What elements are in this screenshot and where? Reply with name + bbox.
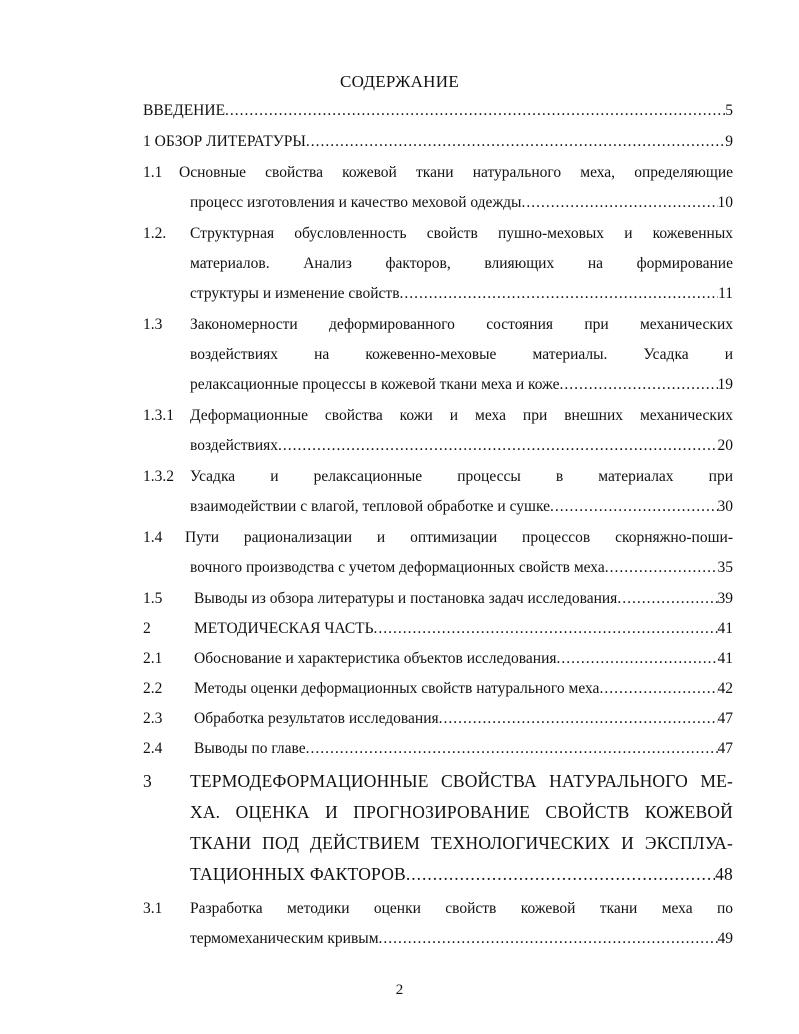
toc-page-number: 9 xyxy=(725,133,733,150)
toc-entry-title: Выводы по главе xyxy=(194,740,306,757)
toc-entry-title: ТАЦИОННЫХ ФАКТОРОВ xyxy=(190,864,406,884)
toc-entry-number: 2.1 xyxy=(143,650,163,667)
toc-page-number: 10 xyxy=(717,194,733,211)
toc-entry-title: Усадка и релаксационные процессы в материалах при xyxy=(190,468,733,485)
toc-entry xyxy=(143,523,733,583)
toc-page-number: 49 xyxy=(717,930,733,947)
toc-entry xyxy=(143,614,733,644)
toc-entry-title: Закономерности деформированного состояния при механических xyxy=(190,316,733,333)
toc-entry-number: 2.3 xyxy=(143,710,163,727)
toc-entry-title: релаксационные процессы в кожевой ткани меха и коже xyxy=(190,376,560,393)
toc-entry xyxy=(143,894,733,954)
toc-entry xyxy=(143,462,733,522)
toc-entry xyxy=(143,674,733,704)
toc-page-number: 41 xyxy=(717,650,733,667)
toc-entry-number: 1.1 xyxy=(143,164,163,181)
toc-entry-number: 3 xyxy=(143,771,152,791)
toc-entry xyxy=(143,734,733,764)
toc-entry xyxy=(143,766,733,890)
toc-entry-title: Обоснование и характеристика объектов исследования xyxy=(194,650,557,667)
toc-entry-title: Разработка методики оценки свойств кожевой ткани меха по xyxy=(190,900,733,917)
leader-dots xyxy=(599,674,717,704)
page-number: 2 xyxy=(395,982,404,998)
leader-dots xyxy=(605,553,718,583)
toc-entry-title: вочного производства с учетом деформационных свойств меха xyxy=(190,559,605,576)
toc-page-number: 19 xyxy=(717,376,733,393)
toc-entry xyxy=(143,158,733,218)
toc-entry-title: ВВЕДЕНИЕ xyxy=(143,102,226,119)
toc-entry-title: Пути рационализации и оптимизации процессов скорняжно-поши- xyxy=(185,529,733,546)
leader-dots xyxy=(379,924,718,954)
toc-page-number: 42 xyxy=(717,680,733,697)
toc-page-number: 30 xyxy=(717,498,733,515)
toc-entry xyxy=(143,704,733,734)
toc-entry xyxy=(143,584,733,614)
page-title: СОДЕРЖАНИЕ xyxy=(339,72,460,91)
leader-dots xyxy=(521,188,717,218)
toc-entry-number: 1.2. xyxy=(143,225,167,242)
toc-entry xyxy=(143,310,733,400)
toc-entry-title: Основные свойства кожевой ткани натурального меха, определяющие xyxy=(179,164,733,181)
toc-entry-number: 1.3 xyxy=(143,316,163,333)
toc-entry-number: 2 xyxy=(143,620,151,637)
toc-entry xyxy=(143,96,733,126)
leader-dots xyxy=(439,704,718,734)
toc-entry-title: воздействиях на кожевенно-меховые материалы. Усадка и xyxy=(190,346,733,363)
toc-entry-number: 3.1 xyxy=(143,900,163,917)
toc-entry xyxy=(143,219,733,309)
leader-dots xyxy=(225,96,725,126)
toc-entry-title: материалов. Анализ факторов, влияющих на формирование xyxy=(190,255,733,272)
leader-dots xyxy=(306,127,725,157)
toc-page-number: 35 xyxy=(717,559,733,576)
toc-page-number: 5 xyxy=(725,102,733,119)
toc-page-number: 47 xyxy=(717,710,733,727)
toc-entry-title: процесс изготовления и качество меховой одежды xyxy=(190,194,522,211)
toc-entry-number: 2.2 xyxy=(143,680,163,697)
toc-entry-number: 2.4 xyxy=(143,740,163,757)
toc-entry-title: ТЕРМОДЕФОРМАЦИОННЫЕ СВОЙСТВА НАТУРАЛЬНОГО МЕ- xyxy=(190,771,733,791)
leader-dots xyxy=(374,614,718,644)
toc-entry-title: Методы оценки деформационных свойств натурального меха xyxy=(194,680,600,697)
toc-entry-title: МЕТОДИЧЕСКАЯ ЧАСТЬ xyxy=(194,620,374,637)
toc-entry-title: Обработка результатов исследования xyxy=(194,710,439,727)
toc-entry-title: структуры и изменение свойств xyxy=(190,285,400,302)
toc-entry-title: Выводы из обзора литературы и постановка задач исследования xyxy=(194,590,618,607)
leader-dots xyxy=(400,279,719,309)
toc-entry-number: 1.3.1 xyxy=(143,407,174,424)
leader-dots xyxy=(550,492,718,522)
toc-entry-number: 1.3.2 xyxy=(143,468,174,485)
leader-dots xyxy=(557,644,718,674)
toc-entry-title: Деформационные свойства кожи и меха при внешних механических xyxy=(190,407,733,424)
toc-page-number: 48 xyxy=(715,864,733,884)
leader-dots xyxy=(617,584,717,614)
toc-entry-title: ХА. ОЦЕНКА И ПРОГНОЗИРОВАНИЕ СВОЙСТВ КОЖЕВОЙ xyxy=(190,802,733,822)
toc-entry xyxy=(143,644,733,674)
toc-page-number: 20 xyxy=(717,437,733,454)
toc-entry-title: 1 ОБЗОР ЛИТЕРАТУРЫ xyxy=(143,133,306,150)
toc-entry-number: 1.4 xyxy=(143,529,163,546)
toc-page-number: 47 xyxy=(717,740,733,757)
table-of-contents xyxy=(143,96,733,954)
toc-page-number: 11 xyxy=(718,285,733,302)
toc-entry-title: ТКАНИ ПОД ДЕЙСТВИЕМ ТЕХНОЛОГИЧЕСКИХ И ЭКСПЛУА- xyxy=(190,833,733,853)
leader-dots xyxy=(560,370,718,400)
toc-entry-title: воздействиях xyxy=(190,437,279,454)
toc-entry-title: Структурная обусловленность свойств пушно-меховых и кожевенных xyxy=(190,225,733,242)
toc-entry-title: термомеханическим кривым xyxy=(190,930,379,947)
toc-entry-title: взаимодействии с влагой, тепловой обработке и сушке xyxy=(190,498,550,515)
leader-dots xyxy=(306,734,718,764)
toc-entry xyxy=(143,127,733,157)
leader-dots xyxy=(406,859,715,890)
toc-page-number: 41 xyxy=(717,620,733,637)
leader-dots xyxy=(278,431,717,461)
toc-entry-number: 1.5 xyxy=(143,590,163,607)
toc-page-number: 39 xyxy=(717,590,733,607)
toc-entry xyxy=(143,401,733,461)
